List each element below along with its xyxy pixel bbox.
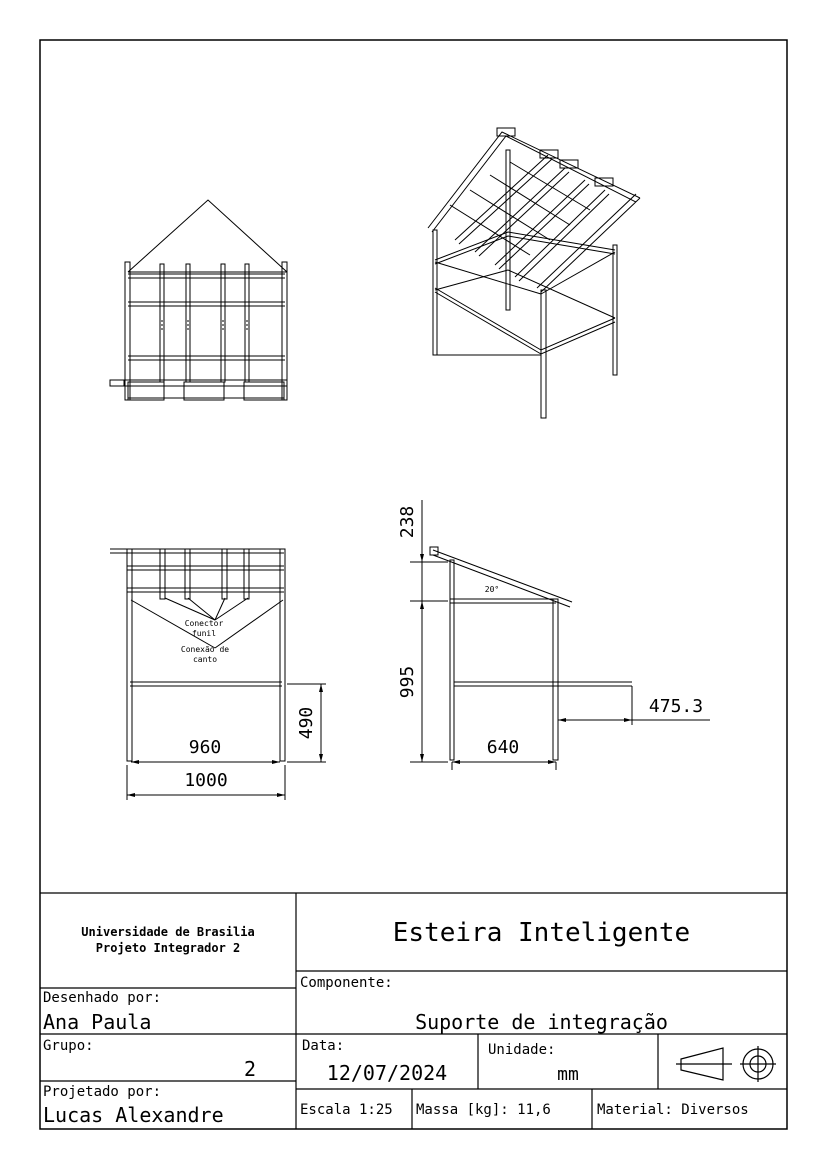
dim-front-outer-width: 1000 — [184, 770, 228, 791]
roof-angle-label: 20° — [484, 585, 500, 594]
third-angle-projection-icon — [676, 1046, 776, 1082]
top-view — [110, 200, 287, 400]
designed-by-label: Projetado por: — [43, 1084, 162, 1100]
annotation-corner-line1: Conexão de — [180, 645, 230, 654]
dim-side-leg-height: 995 — [397, 665, 418, 699]
unit-value: mm — [557, 1064, 579, 1085]
side-view — [410, 500, 710, 770]
date-label: Data: — [302, 1038, 345, 1054]
sheet-border — [40, 40, 787, 1129]
dim-front-leg-height: 490 — [296, 706, 317, 740]
dim-front-inner-width: 960 — [188, 737, 222, 758]
project-title: Esteira Inteligente — [392, 918, 691, 948]
group-label: Grupo: — [43, 1038, 94, 1054]
dim-side-ground-offset: 475.3 — [648, 696, 704, 717]
group-value: 2 — [243, 1057, 256, 1081]
drawn-by-label: Desenhado por: — [43, 990, 162, 1006]
scale-value: Escala 1:25 — [300, 1102, 393, 1118]
date-value: 12/07/2024 — [326, 1061, 448, 1085]
material-value: Material: Diversos — [597, 1102, 749, 1118]
institution-line2: Projeto Integrador 2 — [95, 941, 241, 955]
annotation-connector-line1: Conector — [184, 619, 224, 628]
mass-value: Massa [kg]: 11,6 — [416, 1102, 551, 1118]
component-value: Suporte de integração — [415, 1010, 668, 1034]
side-view-arrows — [420, 554, 632, 764]
drawn-by-value: Ana Paula — [43, 1010, 152, 1034]
institution-line1: Universidade de Brasilia — [81, 925, 255, 939]
front-view — [110, 549, 326, 800]
annotation-corner-line2: canto — [192, 655, 218, 664]
dim-side-roof-height: 238 — [397, 505, 418, 539]
unit-label: Unidade: — [488, 1042, 556, 1058]
isometric-view — [428, 128, 640, 418]
annotation-connector-line2: funil — [191, 629, 217, 638]
component-label: Componente: — [300, 975, 393, 991]
dim-side-depth: 640 — [486, 737, 520, 758]
designed-by-value: Lucas Alexandre — [43, 1103, 224, 1127]
